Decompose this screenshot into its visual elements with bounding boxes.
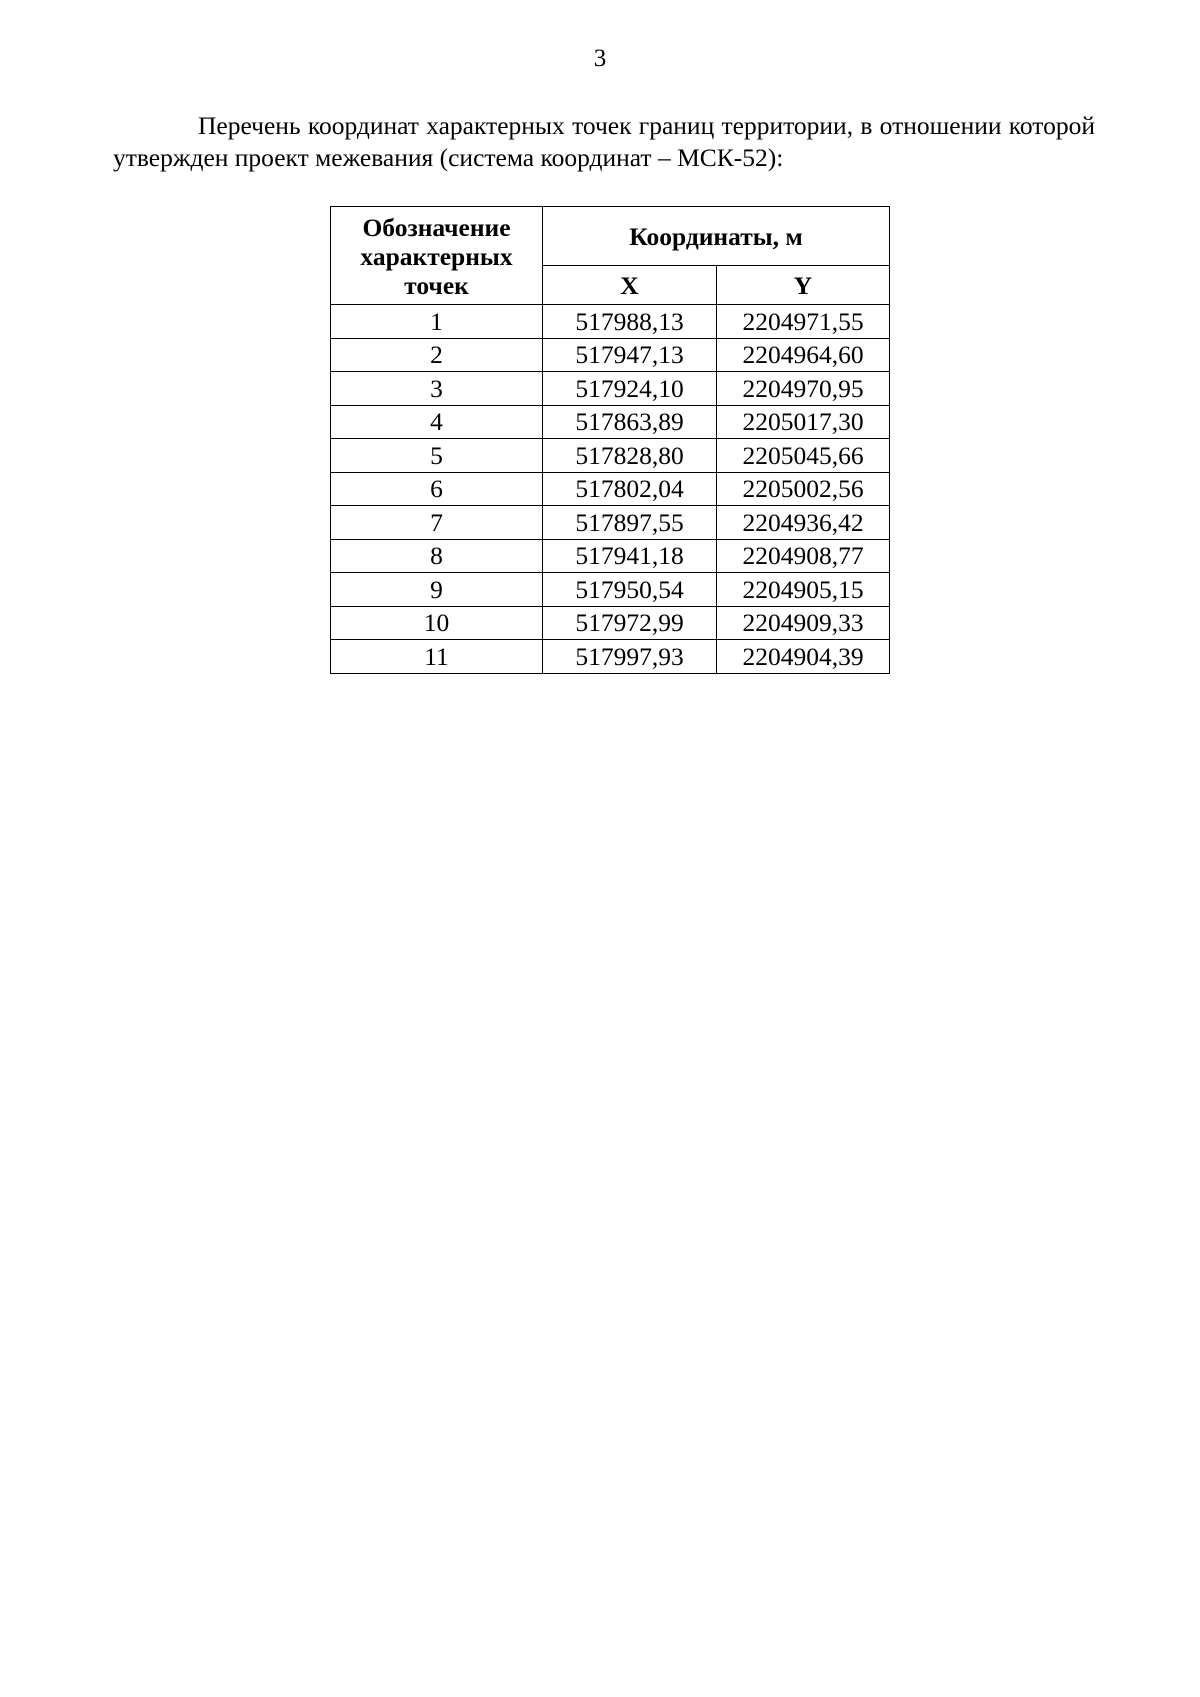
table-row xyxy=(331,405,890,439)
table-row xyxy=(331,372,890,406)
x-coordinate: 517947,13 xyxy=(543,338,717,372)
table-row xyxy=(331,439,890,473)
coordinates-table xyxy=(330,206,890,674)
y-coordinate: 2204904,39 xyxy=(717,640,890,674)
y-coordinate: 2204909,33 xyxy=(717,606,890,640)
x-coordinate: 517828,80 xyxy=(543,439,717,473)
table-row xyxy=(331,472,890,506)
point-number: 5 xyxy=(331,439,543,473)
table-row xyxy=(331,338,890,372)
x-coordinate: 517897,55 xyxy=(543,506,717,540)
y-coordinate: 2204971,55 xyxy=(717,305,890,339)
table-row xyxy=(331,305,890,339)
point-number: 11 xyxy=(331,640,543,674)
point-number: 9 xyxy=(331,573,543,607)
point-number: 1 xyxy=(331,305,543,339)
x-coordinate: 517924,10 xyxy=(543,372,717,406)
point-number: 10 xyxy=(331,606,543,640)
table-row xyxy=(331,506,890,540)
table-row xyxy=(331,573,890,607)
page-number: 3 xyxy=(593,45,607,72)
x-coordinate: 517997,93 xyxy=(543,640,717,674)
y-coordinate: 2205002,56 xyxy=(717,472,890,506)
coordinates-table-body xyxy=(331,305,890,674)
y-coordinate: 2204964,60 xyxy=(717,338,890,372)
point-number: 8 xyxy=(331,539,543,573)
x-coordinate: 517941,18 xyxy=(543,539,717,573)
y-coordinate: 2205045,66 xyxy=(717,439,890,473)
point-number: 3 xyxy=(331,372,543,406)
point-number: 6 xyxy=(331,472,543,506)
y-coordinate: 2205017,30 xyxy=(717,405,890,439)
x-coordinate: 517863,89 xyxy=(543,405,717,439)
table-row xyxy=(331,640,890,674)
y-coordinate: 2204908,77 xyxy=(717,539,890,573)
x-coordinate: 517950,54 xyxy=(543,573,717,607)
y-coordinate: 2204970,95 xyxy=(717,372,890,406)
header-point-designation: Обозначение характерных точек xyxy=(331,207,543,305)
intro-paragraph: Перечень координат характерных точек границ территории, в отношении которой утвержден проект межевания (система координат – МСК-52): xyxy=(113,111,1095,172)
header-coordinates: Координаты, м xyxy=(543,207,890,266)
x-coordinate: 517988,13 xyxy=(543,305,717,339)
y-coordinate: 2204936,42 xyxy=(717,506,890,540)
point-number: 7 xyxy=(331,506,543,540)
point-number: 2 xyxy=(331,338,543,372)
x-coordinate: 517802,04 xyxy=(543,472,717,506)
table-row xyxy=(331,606,890,640)
x-coordinate: 517972,99 xyxy=(543,606,717,640)
point-number: 4 xyxy=(331,405,543,439)
header-y: Y xyxy=(717,266,890,305)
table-row xyxy=(331,539,890,573)
y-coordinate: 2204905,15 xyxy=(717,573,890,607)
header-x: X xyxy=(543,266,717,305)
